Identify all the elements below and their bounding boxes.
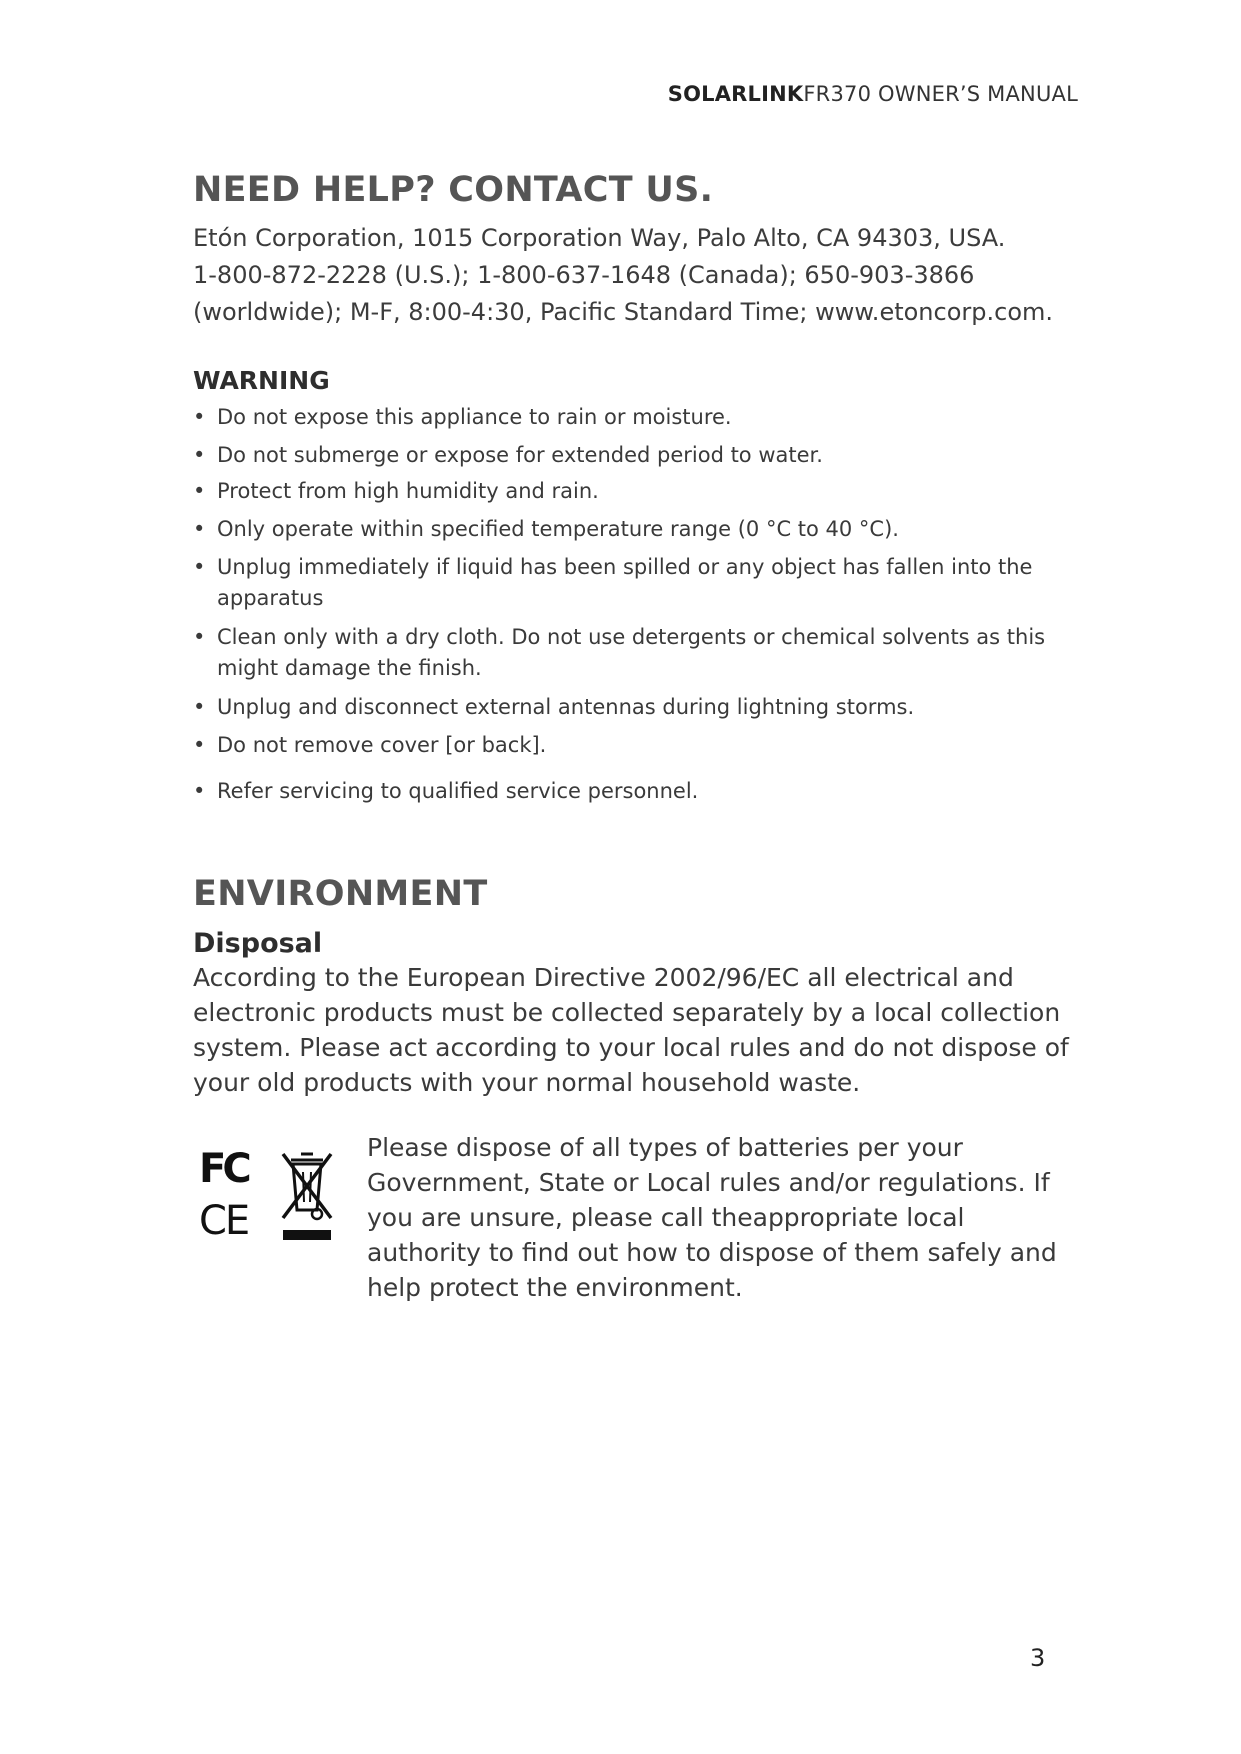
battery-disposal-paragraph: Please dispose of all types of batteries per your Government, State or Local rules and/or regulations. If you are unsure, please call theappropriate local authority to find out how to dispose of them safely and help protect the environment. xyxy=(367,1133,1057,1302)
bullet: • xyxy=(193,517,206,541)
fc-mark-icon: FC xyxy=(199,1146,248,1192)
bullet: • xyxy=(193,733,206,757)
bullet: • xyxy=(193,695,206,719)
running-header xyxy=(668,82,1078,106)
warning-item: • Only operate within specified temperature range (0 °C to 40 °C). xyxy=(193,514,1057,545)
contact-heading: NEED HELP? CONTACT US. xyxy=(193,170,714,210)
directive-paragraph: According to the European Directive 2002/96/EC all electrical and electronic products must be collected separately by a local collection system. Please act according to your local rules and do not dispose of your old products with your normal household waste. xyxy=(193,963,1069,1097)
warning-item: • Do not remove cover [or back]. xyxy=(193,730,1057,761)
bullet: • xyxy=(193,443,206,467)
crossed-out-wheelie-bin-icon xyxy=(277,1146,337,1246)
page-number: 3 xyxy=(1030,1644,1046,1672)
warning-item: • Unplug and disconnect external antennas during lightning storms. xyxy=(193,692,1057,723)
disposal-subheading: Disposal xyxy=(193,928,323,959)
warning-item: • Clean only with a dry cloth. Do not use detergents or chemical solvents as this might damage the finish. xyxy=(193,622,1057,684)
warning-item: • Refer servicing to qualified service personnel. xyxy=(193,776,1057,807)
contact-phones: 1-800-872-2228 (U.S.); 1-800-637-1648 (Canada); 650-903-3866 (worldwide); M-F, 8:00-4:30, Pacific Standard Time; www.etoncorp.com. xyxy=(193,261,1054,326)
bullet: • xyxy=(193,779,206,803)
header-brand: SOLARLINK xyxy=(667,82,804,106)
bullet: • xyxy=(193,555,206,579)
warning-item: • Unplug immediately if liquid has been spilled or any object has fallen into the apparatus xyxy=(193,552,1057,614)
warning-item: • Do not submerge or expose for extended period to water. xyxy=(193,440,1057,471)
contact-block xyxy=(193,220,1073,331)
compliance-icons xyxy=(193,1146,343,1266)
ce-mark-icon: CE xyxy=(199,1198,249,1244)
contact-address: Etón Corporation, 1015 Corporation Way, Palo Alto, CA 94303, USA. xyxy=(193,224,1006,252)
warning-title: WARNING xyxy=(193,366,330,395)
warning-item: • Protect from high humidity and rain. xyxy=(193,476,1057,507)
bullet: • xyxy=(193,405,206,429)
bullet: • xyxy=(193,625,206,649)
bullet: • xyxy=(193,479,206,503)
warning-item: • Do not expose this appliance to rain or moisture. xyxy=(193,402,1057,433)
header-title: FR370 OWNER’S MANUAL xyxy=(803,82,1078,106)
environment-heading: ENVIRONMENT xyxy=(193,874,488,914)
